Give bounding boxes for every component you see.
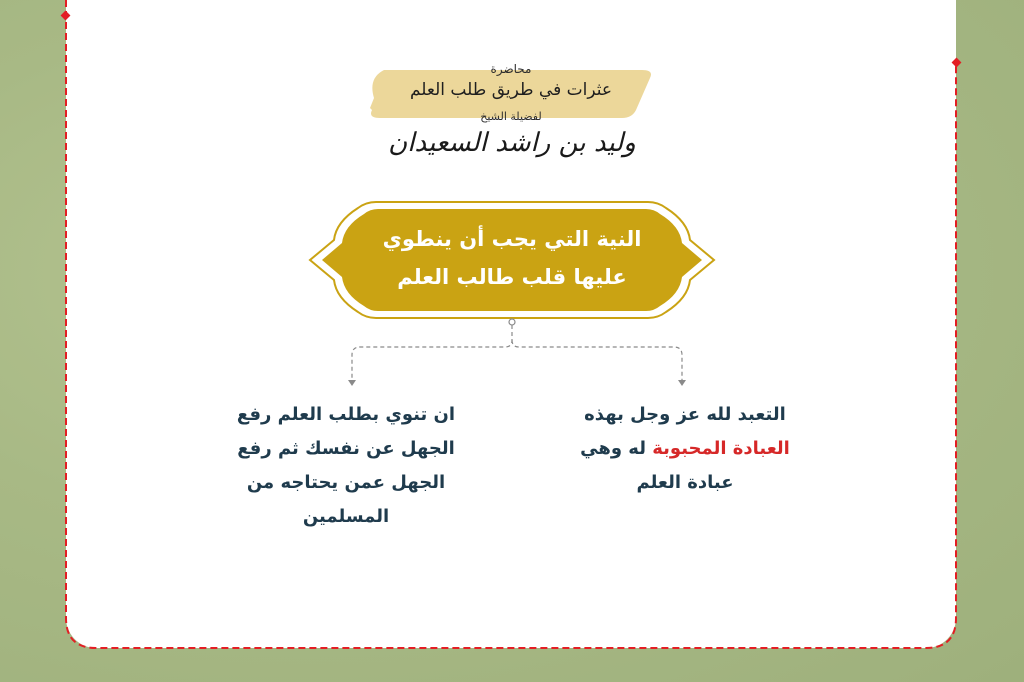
main-node-line-1: النية التي يجب أن ينطوي bbox=[382, 227, 642, 251]
main-node-line-2: عليها قلب طالب العلم bbox=[397, 265, 627, 289]
right-branch-node bbox=[540, 398, 830, 500]
left-branch-node bbox=[196, 398, 496, 534]
left-branch-line-4: المسلمين bbox=[302, 506, 390, 527]
right-branch-line-2-rest: له وهي bbox=[580, 438, 653, 459]
arrow-left-icon bbox=[348, 380, 356, 386]
connector-origin-dot bbox=[509, 319, 515, 325]
lecture-label: محاضرة bbox=[490, 62, 532, 76]
left-branch-line-2: الجهل عن نفسك ثم رفع bbox=[237, 438, 455, 459]
sheikh-signature: وليد بن راشد السعيدان bbox=[388, 128, 636, 158]
left-branch-line-3: الجهل عمن يحتاجه من bbox=[246, 472, 446, 493]
right-branch-highlight: العبادة المحبوبة bbox=[652, 438, 790, 459]
right-branch-line-2 bbox=[540, 432, 830, 466]
left-branch-line-1: ان تنوي بطلب العلم رفع bbox=[236, 404, 456, 425]
right-branch-line-3: عبادة العلم bbox=[636, 472, 734, 493]
lecture-title: عثرات في طريق طلب العلم bbox=[409, 80, 612, 100]
right-branch-line-1: التعبد لله عز وجل بهذه bbox=[584, 404, 786, 425]
arrow-right-icon bbox=[678, 380, 686, 386]
sheikh-label: لفضيلة الشيخ bbox=[480, 110, 542, 123]
